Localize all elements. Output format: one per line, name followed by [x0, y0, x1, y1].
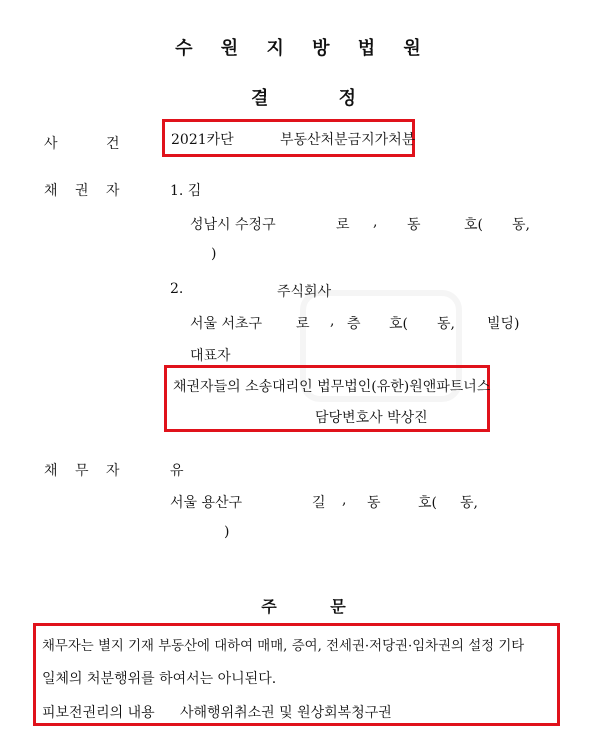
debtor-name: 유: [170, 463, 184, 479]
debtor-addr-dong: 동: [367, 495, 381, 511]
debtor-addr-dong2: 동,: [460, 495, 478, 511]
creditor1-addr-road: 로: [336, 217, 350, 233]
creditor1-addr-ho: 호(: [464, 217, 483, 233]
creditor-label-3: 자: [106, 183, 120, 199]
order-line-3-value: 사해행위취소권 및 원상회복청구권: [180, 705, 392, 721]
creditor2-addr-comma: ,: [330, 313, 335, 329]
creditor1-addr-dong2: 동,: [512, 217, 530, 233]
court-name: 수 원 지 방 법 원: [175, 38, 432, 59]
order-line-2: 일체의 처분행위를 하여서는 아니된다.: [42, 671, 277, 687]
debtor-label-2: 무: [75, 463, 89, 479]
case-number: 2021카단: [171, 132, 234, 148]
debtor-addr-comma: ,: [342, 492, 347, 508]
document-title: 결 정: [250, 88, 357, 109]
order-title: 주 문: [261, 597, 346, 616]
case-name: 부동산처분금지가처분: [280, 132, 416, 148]
debtor-addr-city: 서울 용산구: [170, 495, 243, 511]
creditor2-number: 2.: [170, 281, 184, 297]
creditor2-addr-floor: 층: [347, 316, 361, 332]
debtor-addr-close: ): [224, 524, 230, 540]
creditor-label-2: 권: [75, 183, 89, 199]
creditor2-addr-city: 서울 서초구: [190, 316, 263, 332]
creditor1-name: 1. 김: [170, 183, 202, 199]
creditor2-addr-dong: 동,: [437, 316, 455, 332]
creditor1-addr-city: 성남시 수정구: [190, 217, 276, 233]
debtor-label-1: 채: [44, 463, 58, 479]
creditor2-addr-building: 빌딩): [487, 316, 520, 332]
creditor1-addr-close: ): [211, 246, 217, 262]
agent-line-2: 담당변호사 박상진: [315, 410, 428, 426]
case-label-a: 사: [44, 136, 58, 152]
case-label-b: 건: [106, 136, 120, 152]
creditor2-name: 주식회사: [277, 284, 332, 300]
order-line-1: 채무자는 별지 기재 부동산에 대하여 매매, 증여, 전세권·저당권·임차권의 설정 기타: [42, 639, 525, 654]
creditor2-addr-ho: 호(: [389, 316, 408, 332]
debtor-addr-ho: 호(: [418, 495, 437, 511]
creditor1-addr-comma: ,: [373, 214, 378, 230]
agent-line-1: 채권자들의 소송대리인 법무법인(유한)원앤파트너스: [173, 379, 491, 395]
debtor-addr-road: 길: [312, 495, 326, 511]
order-line-3-label: 피보전권리의 내용: [42, 705, 155, 721]
creditor1-addr-dong: 동: [407, 217, 421, 233]
creditor-label-1: 채: [44, 183, 58, 199]
creditor2-addr-road: 로: [296, 316, 310, 332]
debtor-label-3: 자: [106, 463, 120, 479]
creditor2-representative: 대표자: [190, 348, 231, 364]
